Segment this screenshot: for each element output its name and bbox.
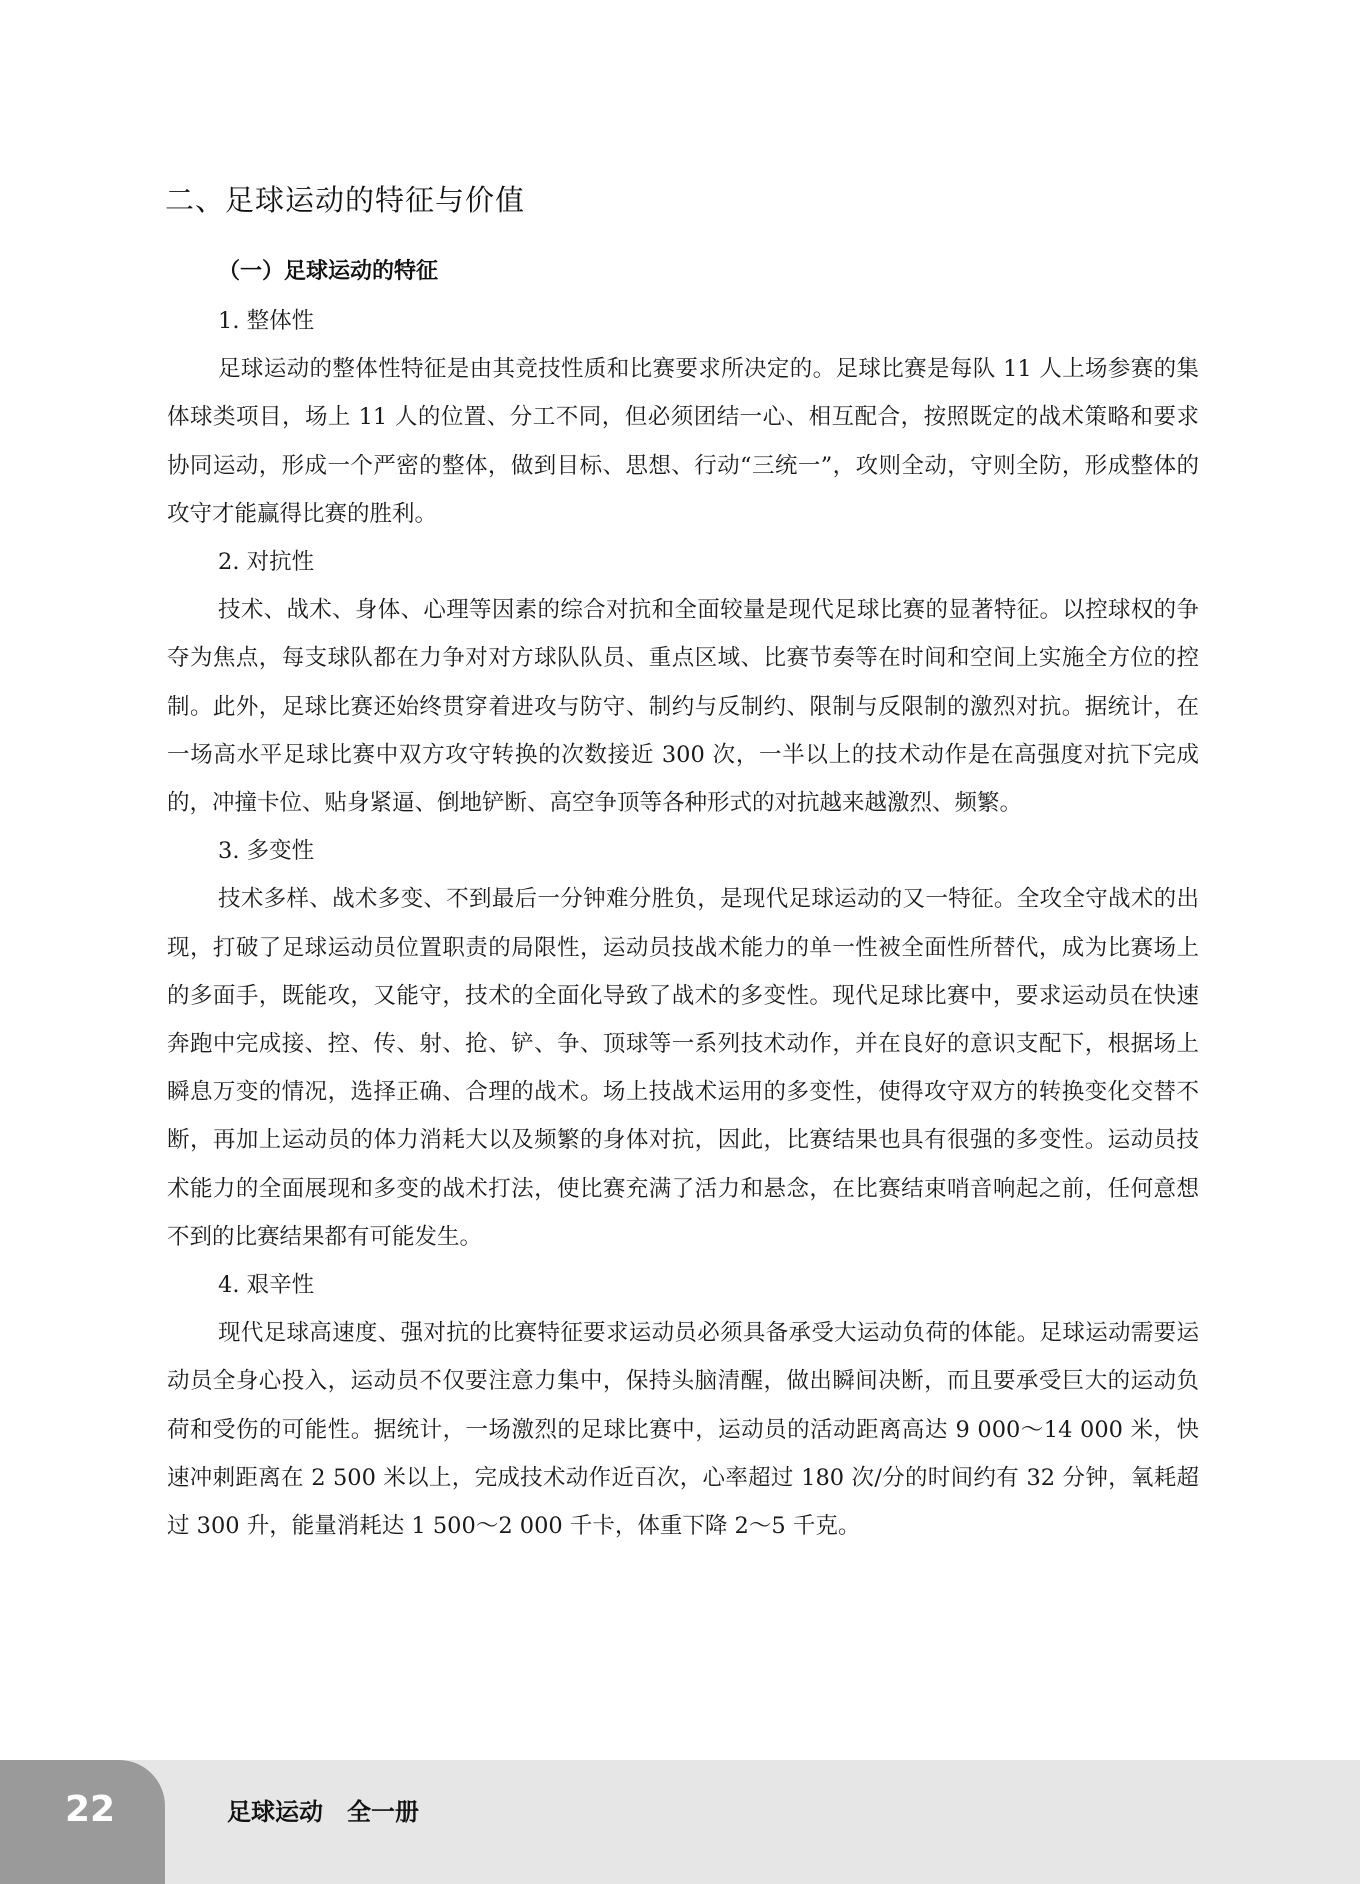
page-number-tab (0, 1760, 165, 1884)
item-heading-confrontation: 2. 对抗性 (218, 549, 315, 576)
body-text (167, 297, 1199, 1550)
paragraph-hardship: 现代足球高速度、强对抗的比赛特征要求运动员必须具备承受大运动负荷的体能。足球运动需要运动员全身心投入，运动员不仅要注意力集中，保持头脑清醒，做出瞬间决断，而且要承受巨大的运动负荷和受伤的可能性。据统计，一场激烈的足球比赛中，运动员的活动距离高达 9 000～14 000 米，快速冲刺距离在 2 500 米以上，完成技术动作近百次，心率超过 180 次/分的时间约有 32 分钟，氧耗超过 300 升，能量消耗达 1 500～2 000 千卡，体重下降 2～5 千克。 (167, 1320, 1199, 1540)
subsection-title: （一）足球运动的特征 (218, 259, 439, 284)
item-heading-hardship: 4. 艰辛性 (218, 1272, 315, 1299)
footer-book-title: 足球运动 全一册 (227, 1798, 419, 1826)
paragraph-variability: 技术多样、战术多变、不到最后一分钟难分胜负，是现代足球运动的又一特征。全攻全守战术的出现，打破了足球运动员位置职责的局限性，运动员技战术能力的单一性被全面性所替代，成为比赛场上的多面手，既能攻，又能守，技术的全面化导致了战术的多变性。现代足球比赛中，要求运动员在快速奔跑中完成接、控、传、射、抢、铲、争、顶球等一系列技术动作，并在良好的意识支配下，根据场上瞬息万变的情况，选择正确、合理的战术。场上技战术运用的多变性，使得攻守双方的转换变化交替不断，再加上运动员的体力消耗大以及频繁的身体对抗，因此，比赛结果也具有很强的多变性。运动员技术能力的全面展现和多变的战术打法，使比赛充满了活力和悬念，在比赛结束哨音响起之前，任何意想不到的比赛结果都有可能发生。 (167, 886, 1199, 1250)
paragraph-integrity: 足球运动的整体性特征是由其竞技性质和比赛要求所决定的。足球比赛是每队 11 人上场参赛的集体球类项目，场上 11 人的位置、分工不同，但必须团结一心、相互配合，按照既定的战术策略和要求协同运动，形成一个严密的整体，做到目标、思想、行动“三统一”，攻则全动，守则全防，形成整体的攻守才能赢得比赛的胜利。 (167, 356, 1199, 527)
footer-band (0, 1760, 1360, 1884)
section-title: 二、足球运动的特征与价值 (165, 183, 526, 217)
item-heading-integrity: 1. 整体性 (218, 308, 315, 334)
page-number: 22 (64, 1789, 116, 1830)
paragraph-confrontation: 技术、战术、身体、心理等因素的综合对抗和全面较量是现代足球比赛的显著特征。以控球权的争夺为焦点，每支球队都在力争对对方球队队员、重点区域、比赛节奏等在时间和空间上实施全方位的控制。此外，足球比赛还始终贯穿着进攻与防守、制约与反制约、限制与反限制的激烈对抗。据统计，在一场高水平足球比赛中双方攻守转换的次数接近 300 次，一半以上的技术动作是在高强度对抗下完成的，冲撞卡位、贴身紧逼、倒地铲断、高空争顶等各种形式的对抗越来越激烈、频繁。 (167, 597, 1199, 817)
item-heading-variability: 3. 多变性 (218, 838, 315, 865)
